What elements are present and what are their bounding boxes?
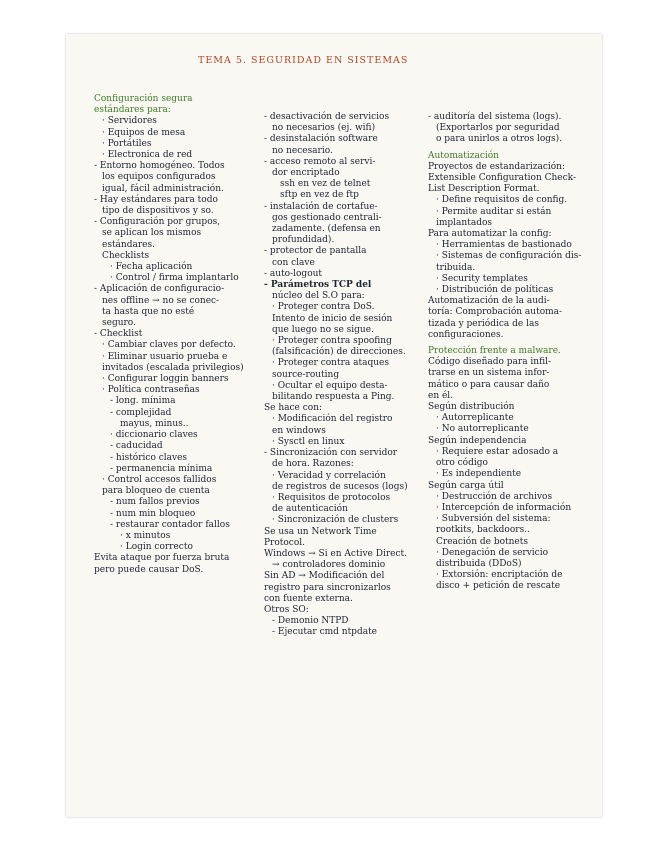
note-line: o para unirlos a otros logs). [436, 134, 562, 145]
note-line: Se hace con: [264, 403, 323, 414]
note-line: Windows → Si en Active Direct. [264, 548, 407, 559]
note-line: - Entorno homogéneo. Todos [94, 161, 225, 172]
note-line: · Requisitos de protocolos [272, 492, 391, 503]
note-line: · Cambiar claves por defecto. [102, 340, 236, 351]
note-line: · Herramientas de bastionado [436, 240, 572, 251]
note-line: tipo de dispositivos y so. [102, 206, 214, 217]
note-line: se aplican los mismos [102, 228, 202, 239]
note-line: (Exportarlos por seguridad [436, 123, 560, 134]
note-line: Se usa un Network Time [264, 526, 377, 537]
note-line: - Hay estándares para todo [94, 194, 218, 205]
note-line: Configuración segura [94, 94, 193, 104]
note-line: · Subversión del sistema: [436, 514, 551, 525]
note-line: Automatización [428, 150, 499, 161]
note-line: - Aplicación de configuracio- [94, 284, 225, 295]
note-line: · Denegación de servicio [436, 547, 549, 558]
note-line: Según independencia [428, 435, 527, 446]
note-line: · Electronica de red [102, 150, 193, 161]
note-line: · Login correcto [120, 542, 193, 553]
note-line: · Define requisitos de config. [436, 195, 568, 206]
note-line: · Control accesos fallidos [102, 474, 217, 485]
note-line: de hora. Razones: [272, 459, 354, 470]
note-line: tribuida. [436, 262, 476, 273]
note-line: trarse en un sistema infor- [428, 368, 550, 379]
note-line: en él. [428, 390, 454, 401]
note-line: - instalación de cortafue- [264, 201, 378, 212]
note-line: - desinstalación software [264, 134, 378, 145]
note-line: - long. mínima [110, 396, 176, 407]
note-line: Protocol. [264, 537, 306, 548]
note-line: · Es independiente [436, 469, 522, 480]
note-line: Evita ataque por fuerza bruta [94, 553, 230, 564]
note-line: - Sincronización con servidor [264, 448, 398, 459]
note-line: los equipos configurados [102, 172, 216, 183]
note-line: - desactivación de servicios [264, 112, 390, 122]
note-line: Para automatizar la config: [428, 229, 552, 240]
note-line: Checklists [102, 250, 150, 261]
note-line: - permanencia mínima [110, 463, 213, 474]
note-line: tizada y periódica de las [428, 318, 539, 329]
note-line: Proyectos de estandarización: [428, 161, 565, 172]
note-line: - Checklist [94, 329, 143, 340]
note-line: registro para sincronizarlos [264, 582, 391, 593]
note-line: Extensible Configuration Check- [428, 173, 576, 184]
note-line: Automatización de la audi- [428, 296, 550, 307]
note-line: · Destrucción de archivos [436, 491, 553, 502]
note-line: · Intercepción de información [436, 502, 572, 513]
note-line: List Description Format. [428, 184, 540, 195]
note-line: · Security templates [436, 273, 528, 284]
note-line: · Sysctl en linux [272, 436, 345, 447]
note-line: → controladores dominio [272, 560, 386, 571]
column-middle [264, 112, 426, 639]
column-left [94, 94, 254, 576]
note-line: con fuente externa. [264, 593, 353, 604]
note-line: Creación de botnets [436, 536, 528, 547]
note-line: sftp en vez de ftp [280, 190, 359, 201]
note-line: nes offline → no se conec- [102, 295, 220, 306]
note-line: mático o para causar daño [428, 379, 550, 390]
note-line: · Sistemas de configuración dis- [436, 251, 582, 262]
note-line: - num min bloqueo [110, 508, 196, 519]
note-line: ta hasta que no esté [102, 306, 195, 317]
note-line: Otros SO: [264, 604, 309, 615]
note-line: - protector de pantalla [264, 246, 367, 257]
note-line: mayus, minus.. [120, 418, 189, 429]
note-line: · Modificación del registro [272, 414, 393, 425]
note-line: ssh en vez de telnet [280, 179, 371, 190]
note-line: · x minutos [120, 530, 171, 541]
column-right [428, 112, 600, 593]
note-line: · Equipos de mesa [102, 127, 186, 138]
note-line: rootkits, backdoors.. [436, 525, 530, 536]
note-line: · Eliminar usuario prueba e [102, 351, 228, 362]
note-line: Según distribución [428, 402, 515, 413]
note-line: - Parámetros TCP del [264, 280, 372, 291]
note-line: · No autorreplicante [436, 424, 529, 435]
note-line: · Configurar loggin banners [102, 374, 229, 385]
note-line: para bloqueo de cuenta [102, 486, 210, 497]
note-line: - caducidad [110, 441, 163, 452]
note-line: · Distribución de políticas [436, 285, 554, 296]
note-line: - acceso remoto al servi- [264, 156, 376, 167]
note-line: que luego no se sigue. [272, 324, 374, 335]
note-line: · Veracidad y correlación [272, 470, 386, 481]
note-line: igual, fácil administración. [102, 183, 224, 194]
note-line: (falsificación) de direcciones. [272, 347, 406, 358]
note-line: - Ejecutar cmd ntpdate [272, 627, 378, 638]
note-line: source-routing [272, 369, 340, 380]
note-line: estándares. [102, 239, 155, 250]
note-line: disco + petición de rescate [436, 581, 561, 592]
note-line: invitados (escalada privilegios) [102, 362, 244, 373]
note-line: zadamente. (defensa en [272, 224, 381, 235]
note-line: configuraciones. [428, 329, 504, 340]
note-line: bilitando respuesta a Ping. [272, 392, 395, 403]
note-line: - auto-logout [264, 268, 323, 279]
note-line: Sin AD → Modificación del [264, 571, 385, 582]
note-line: · Portátiles [102, 138, 152, 149]
note-line: - complejidad [110, 407, 172, 418]
note-line: en windows [272, 425, 326, 436]
note-line: · Permite auditar si están [436, 206, 552, 217]
note-line: implantados [436, 217, 492, 228]
note-line: dor encriptado [272, 168, 340, 179]
note-line: de autenticación [272, 504, 348, 515]
note-line: · Servidores [102, 116, 157, 127]
note-line: · Autorreplicante [436, 413, 514, 424]
note-line: con clave [272, 257, 315, 268]
note-line: - auditoría del sistema (logs). [428, 112, 562, 122]
note-line: Intento de inicio de sesión [272, 313, 393, 324]
note-line: · Sincronización de clusters [272, 515, 399, 526]
note-line: de registros de sucesos (logs) [272, 481, 408, 492]
note-line: · Proteger contra ataques [272, 358, 389, 369]
note-line: · Proteger contra DoS. [272, 302, 375, 313]
note-line: - histórico claves [110, 452, 188, 463]
note-line: no necesarios (ej. wifi) [272, 123, 376, 134]
note-line: seguro. [102, 318, 136, 329]
note-line: · Proteger contra spoofing [272, 336, 392, 347]
note-line: - restaurar contador fallos [110, 519, 230, 530]
note-line: · Ocultar el equipo desta- [272, 380, 388, 391]
note-line: gos gestionado centrali- [272, 212, 382, 223]
note-line: núcleo del S.O para: [272, 291, 365, 302]
note-line: pero puede causar DoS. [94, 564, 204, 575]
note-line: · Fecha aplicación [110, 262, 193, 273]
note-line: estándares para: [94, 105, 171, 116]
note-line: distribuida (DDoS) [436, 558, 522, 569]
note-line: toría: Comprobación automa- [428, 307, 563, 318]
note-line: · Control / firma implantarlo [110, 273, 239, 284]
note-line: no necesario. [272, 145, 333, 156]
note-line: · Extorsión: encriptación de [436, 570, 563, 581]
note-line: otro código [436, 458, 488, 469]
note-line: - Demonio NTPD [272, 616, 349, 627]
note-line: profundidad). [272, 235, 335, 246]
page-title: TEMA 5. SEGURIDAD EN SISTEMAS [198, 55, 409, 66]
note-line: Protección frente a malware. [428, 346, 561, 357]
note-line: - Configuración por grupos, [94, 217, 221, 228]
note-line: · Requiere estar adosado a [436, 446, 559, 457]
note-line: Según carga útil [428, 480, 504, 491]
note-line: Código diseñado para infil- [428, 357, 552, 368]
note-line: · Política contraseñas [102, 385, 200, 396]
note-line: - num fallos previos [110, 497, 200, 508]
note-line: · diccionario claves [110, 430, 198, 441]
